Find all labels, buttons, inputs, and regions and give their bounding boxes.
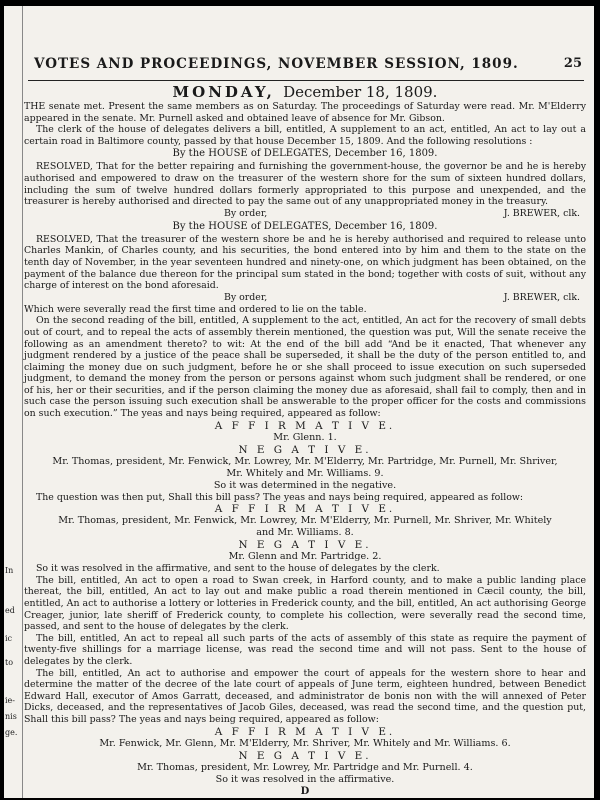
running-header [24, 56, 586, 80]
affirmative-names: Mr. Thomas, president, Mr. Fenwick, Mr. Lowrey, Mr. M'Elderry, Mr. Purnell, Mr. Shriver, Mr. Whitely [58, 515, 552, 527]
determination: So it was resolved in the affirmative. [215, 773, 395, 785]
paragraph-senate-met: THE senate met. Present the same members as on Saturday. The proceedings of Saturday were read. Mr. M'Elderry appeared in the senate. Mr. Purnell asked and obtained leave of absence for Mr. Gibson. [24, 101, 586, 124]
paragraph-small-debts-amendment: On the second reading of the bill, entitled, A supplement to the act, entitled, An act for the recovery of small debts out of court, and to repeal the acts of assembly therein mentioned, the question was put, Will the senate receive the following as an amendment thereto? to wit: At the end of the bill add “And be it enacted, That whenever any judgment rendered by a justice of the peace shall be superseded, it shall be the duty of the person entitled to, and claiming the money due on such judgment, before he or she shall proceed to issue execution on such superseded judgment, to demand the money from the person or persons against whom such judgment shall be rendered, or one of his, her or their securities, and if the person claiming the money due as aforesaid, shall fail to comply, then and in such case the person issuing such execution shall be answerable to the proper officer for the costs and commissions on such execution.” The yeas and nays being required, appeared as follow: [24, 315, 586, 420]
page-number: 25 [563, 56, 582, 71]
paragraph-swan-creek-bill: The bill, entitled, An act to open a road to Swan creek, in Harford county, and to make a public landing place thereat, the bill, entitled, An act to lay out and make public a road therein mentioned in Cæcil county, the bill, entitled, An act to authorise a lottery or lotteries in Frederick county, and the bill, entitled, An act authorising George Creager, junior, late sheriff of Frederick county, to complete his collection, were severally read the second time, passed, and sent to the house of delegates by the clerk. [24, 574, 586, 633]
margin-note: nis [5, 712, 17, 721]
header-rule [28, 80, 584, 81]
negative-heading: N E G A T I V E. [238, 443, 372, 456]
house-heading: By the HOUSE of DELEGATES, December 16, 1809. [172, 148, 438, 160]
by-order: By order, [224, 291, 268, 303]
by-order: By order, [224, 207, 268, 219]
margin-note: ge. [5, 728, 18, 737]
paragraph-court-of-appeals-bill: The bill, entitled, An act to authorise and empower the court of appeals for the western shore to hear and determine the matter of the decree of the late court of appeals of June term, eighteen hundred, between Benedict Edward Hall, executor of Amos Garratt, deceased, and administrator de bonis non with the will annexed of Peter Dicks, deceased, and the representatives of Jacob Giles, deceased, was read the second time, and the question put, Shall this bill pass? The yeas and nays being required, appeared as follow: [24, 667, 586, 725]
affirmative-names: Mr. Glenn. 1. [273, 431, 337, 443]
paragraph-clerk-delivers: The clerk of the house of delegates delivers a bill, entitled, A supplement to an act, entitled, An act to lay out a certain road in Baltimore county, passed by that house December 15, 1809. And the following resolutions : [24, 124, 586, 147]
negative-names: Mr. Thomas, president, Mr. Lowrey, Mr. Partridge and Mr. Purnell. 4. [137, 761, 473, 773]
day-date: December 18, 1809. [283, 83, 438, 101]
margin-note: ie- [5, 696, 15, 705]
negative-names: Mr. Glenn and Mr. Partridge. 2. [228, 551, 382, 563]
affirmative-heading: A F F I R M A T I V E. [214, 725, 396, 738]
paragraph-resolved-affirmative: So it was resolved in the affirmative, and sent to the house of delegates by the clerk. [36, 563, 440, 575]
margin-note: In [5, 566, 14, 575]
margin-note: ed [5, 606, 15, 615]
negative-heading: N E G A T I V E. [238, 749, 372, 762]
page-content [24, 6, 586, 798]
header-title: VOTES AND PROCEEDINGS, NOVEMBER SESSION, 1809. [34, 56, 519, 72]
clerk-signature: J. BREWER, clk. [503, 291, 580, 303]
affirmative-names: and Mr. Williams. 8. [256, 527, 354, 539]
resolution-charles-mankin: RESOLVED, That the treasurer of the western shore be and he is hereby authorised and required to release unto Charles Mankin, of Charles county, and his securities, the bond entered into by him and them to the state on the tenth day of November, in the year seventeen hundred and ninety-one, on which judgment has been obtained, on the payment of the balance due thereon for the principal sum stated in the bond; together with costs of suit, without any charge of interest on the bond aforesaid. [24, 233, 586, 292]
by-order-line [24, 292, 586, 304]
left-margin-fragment [4, 6, 23, 798]
clerk-signature: J. BREWER, clk. [503, 207, 580, 219]
house-heading: By the HOUSE of DELEGATES, December 16, 1809. [172, 220, 438, 232]
determination: So it was determined in the negative. [213, 479, 397, 491]
resolution-government-house: RESOLVED, That for the better repairing and furnishing the government-house, the governor be and he is hereby authorised and empowered to draw on the treasurer of the western shore for the sum of sixteen hundred dollars, including the sum of twelve hundred dollars formerly appropriated to this purpose and unexpended, and the treasurer is hereby authorised and directed to pay the same out of any unappropriated money in the treasury. [24, 161, 586, 208]
negative-names: Mr. Thomas, president, Mr. Fenwick, Mr. Lowrey, Mr. M'Elderry, Mr. Partridge, Mr. Purnell, Mr. Shriver, [52, 455, 558, 467]
margin-note: ic [5, 634, 13, 643]
negative-names: Mr. Whitely and Mr. Williams. 9. [226, 467, 384, 479]
document-page [4, 6, 594, 798]
affirmative-heading: A F F I R M A T I V E. [214, 503, 396, 516]
day-heading [24, 83, 586, 101]
affirmative-names: Mr. Fenwick, Mr. Glenn, Mr. M'Elderry, Mr. Shriver, Mr. Whitely and Mr. Williams. 6. [99, 737, 511, 749]
paragraph-read-first-time: Which were severally read the first time and ordered to lie on the table. [24, 303, 367, 315]
by-order-line [24, 208, 586, 220]
margin-note: to [5, 658, 14, 667]
signature-mark: D [300, 785, 310, 797]
day-name: MONDAY, [172, 83, 275, 101]
paragraph-question-put: The question was then put, Shall this bill pass? The yeas and nays being required, appeared as follow: [36, 491, 524, 503]
negative-heading: N E G A T I V E. [238, 539, 372, 552]
paragraph-marriage-license-bill: The bill, entitled, An act to repeal all such parts of the acts of assembly of this state as require the payment of twenty-five shillings for a marriage license, was read the second time and will not pass. Sent to the house of delegates by the clerk. [24, 632, 586, 667]
affirmative-heading: A F F I R M A T I V E. [214, 419, 396, 432]
